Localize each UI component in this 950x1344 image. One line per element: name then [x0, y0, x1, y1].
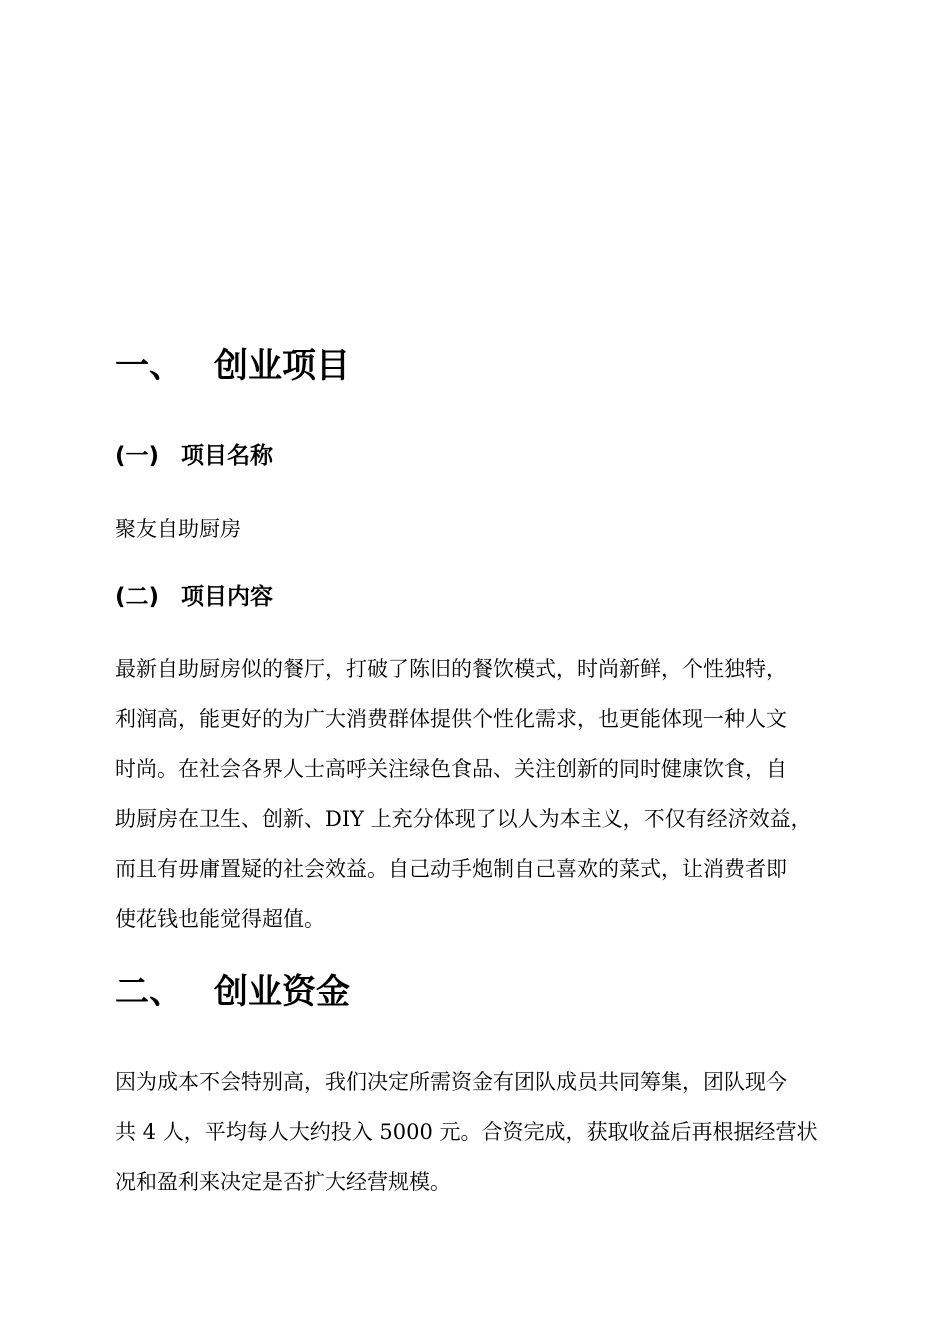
project-content-paragraph — [115, 644, 845, 944]
paragraph-line: 最新自助厨房似的餐厅，打破了陈旧的餐饮模式，时尚新鲜，个性独特， — [115, 657, 787, 681]
subsection-2-title: 项目内容 — [181, 584, 273, 610]
subsection-2-heading — [115, 582, 273, 612]
project-name-text: 聚友自助厨房 — [115, 517, 241, 541]
subsection-2-number: (二) — [115, 584, 160, 610]
section-2-heading — [115, 972, 350, 1012]
project-name-paragraph — [115, 504, 845, 554]
paragraph-line: 共 4 人，平均每人大约投入 5000 元。合资完成，获取收益后再根据经营状 — [115, 1120, 818, 1144]
funding-paragraph — [115, 1057, 845, 1207]
paragraph-line: 时尚。在社会各界人士高呼关注绿色食品、关注创新的同时健康饮食，自 — [115, 757, 787, 781]
paragraph-line: 因为成本不会特别高，我们决定所需资金有团队成员共同筹集，团队现今 — [115, 1070, 787, 1094]
subsection-1-heading — [115, 441, 273, 471]
paragraph-line: 使花钱也能觉得超值。 — [115, 907, 325, 931]
section-1-number: 一、 — [115, 346, 183, 386]
section-2-title: 创业资金 — [214, 972, 350, 1012]
paragraph-line: 况和盈利来决定是否扩大经营规模。 — [115, 1170, 451, 1194]
subsection-1-title: 项目名称 — [181, 443, 273, 469]
paragraph-line: 助厨房在卫生、创新、DIY 上充分体现了以人为本主义，不仅有经济效益， — [115, 807, 812, 831]
section-1-title: 创业项目 — [214, 346, 350, 386]
section-1-heading — [115, 346, 350, 386]
paragraph-line: 而且有毋庸置疑的社会效益。自己动手炮制自己喜欢的菜式，让消费者即 — [115, 857, 787, 881]
section-2-number: 二、 — [115, 972, 183, 1012]
subsection-1-number: (一) — [115, 443, 160, 469]
paragraph-line: 利润高，能更好的为广大消费群体提供个性化需求，也更能体现一种人文 — [115, 707, 787, 731]
